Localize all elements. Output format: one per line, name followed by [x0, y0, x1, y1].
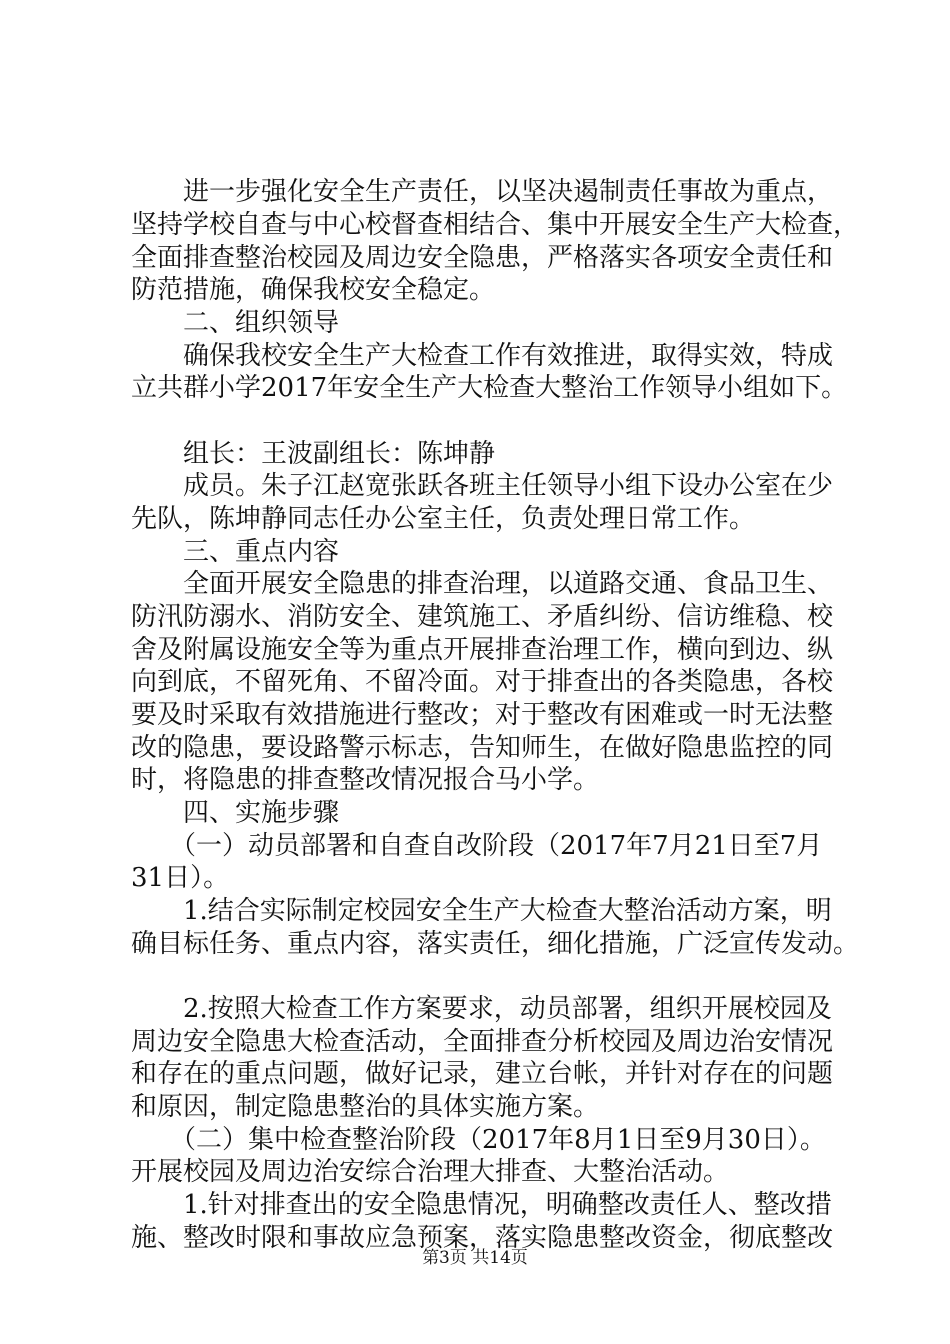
paragraph-line: 时，将隐患的排查整改情况报合马小学。 [131, 765, 600, 795]
paragraph-line: 全面排查整治校园及周边安全隐患，严格落实各项安全责任和 [131, 243, 834, 273]
paragraph-line: 舍及附属设施安全等为重点开展排查治理工作，横向到边、纵 [131, 635, 834, 665]
paragraph-line: 1.结合实际制定校园安全生产大检查大整治活动方案，明 [131, 896, 832, 926]
section-heading: 三、重点内容 [131, 537, 340, 567]
paragraph-line: 防范措施，确保我校安全稳定。 [131, 275, 496, 305]
paragraph-line: （二）集中检查整治阶段（2017年8月1日至9月30日）。 [131, 1125, 826, 1155]
paragraph-line: 立共群小学2017年安全生产大检查大整治工作领导小组如下。 [131, 373, 848, 403]
section-heading: 二、组织领导 [131, 308, 340, 338]
paragraph-line: 组长：王波副组长：陈坤静 [131, 439, 496, 469]
paragraph-line: 先队，陈坤静同志任办公室主任，负责处理日常工作。 [131, 504, 756, 534]
paragraph-line: 周边安全隐患大检查活动，全面排查分析校园及周边治安情况 [131, 1027, 834, 1057]
paragraph-line: 和原因，制定隐患整治的具体实施方案。 [131, 1092, 600, 1122]
paragraph-line: 要及时采取有效措施进行整改；对于整改有困难或一时无法整 [131, 700, 834, 730]
section-heading: 四、实施步骤 [131, 798, 340, 828]
paragraph-line: 向到底，不留死角、不留冷面。对于排查出的各类隐患，各校 [131, 667, 834, 697]
paragraph-line: （一）动员部署和自查自改阶段（2017年7月21日至7月 [131, 831, 823, 861]
paragraph-line: 改的隐患，要设路警示标志，告知师生，在做好隐患监控的同 [131, 733, 834, 763]
paragraph-line: 2.按照大检查工作方案要求，动员部署，组织开展校园及 [131, 994, 832, 1024]
paragraph-line: 确目标任务、重点内容，落实责任，细化措施，广泛宣传发动。 [131, 929, 860, 959]
paragraph-line: 开展校园及周边治安综合治理大排查、大整治活动。 [131, 1157, 730, 1187]
paragraph-line: 1.针对排查出的安全隐患情况，明确整改责任人、整改措 [131, 1190, 832, 1220]
paragraph-line: 防汛防溺水、消防安全、建筑施工、矛盾纠纷、信访维稳、校 [131, 602, 834, 632]
paragraph-line: 全面开展安全隐患的排查治理，以道路交通、食品卫生、 [131, 569, 834, 599]
paragraph-line: 进一步强化安全生产责任，以坚决遏制责任事故为重点， [131, 177, 834, 207]
paragraph-line: 31日）。 [131, 863, 230, 893]
paragraph-line: 确保我校安全生产大检查工作有效推进，取得实效，特成 [131, 341, 834, 371]
paragraph-line: 和存在的重点问题，做好记录，建立台帐，并针对存在的问题 [131, 1059, 834, 1089]
paragraph-line: 施、整改时限和事故应急预案，落实隐患整改资金，彻底整改 [131, 1223, 834, 1253]
page-number-footer: 第3页 共14页 [422, 1248, 528, 1268]
paragraph-line: 成员。朱子江赵宽张跃各班主任领导小组下设办公室在少 [131, 471, 834, 501]
paragraph-line: 坚持学校自查与中心校督查相结合、集中开展安全生产大检查， [131, 210, 860, 240]
